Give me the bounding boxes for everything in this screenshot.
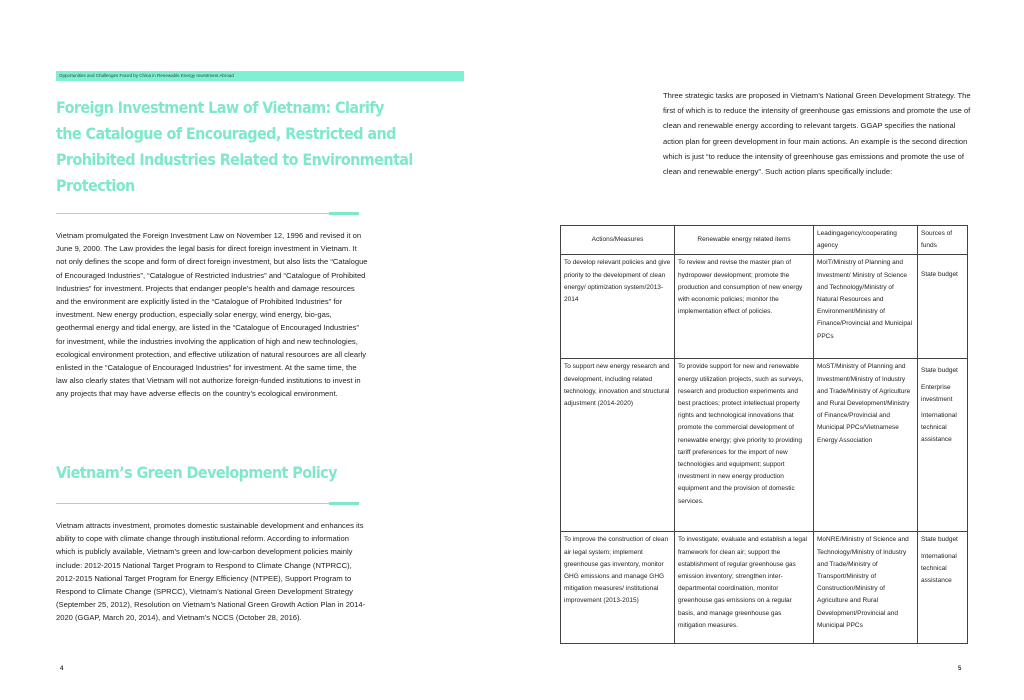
cell-action: To support new energy research and development, including related technology, innovation and structural adjustment (2014-2020) bbox=[561, 359, 675, 532]
fund-source: International technical assistance bbox=[921, 412, 957, 444]
column-header-funds: Sources of funds bbox=[918, 226, 968, 255]
cell-funds bbox=[918, 532, 968, 644]
action-plan-table bbox=[560, 225, 968, 644]
cell-action: To develop relevant policies and give priority to the development of clean energy/ optimization system/2013-2014 bbox=[561, 255, 675, 359]
cell-renewable-items: To investigate, evaluate and establish a legal framework for clean air; support the establishment of regular greenhouse gas emission inventory; strengthen inter-departmental coordination, monitor greenhouse gas emissions on a regular basis, and manage greenhouse gas mitigation measures. bbox=[675, 532, 814, 644]
running-title: Opportunities and Challenges Faced by China in Renewable Energy Investment Abroad bbox=[59, 73, 234, 78]
paragraph-green-development-policy: Vietnam attracts investment, promotes domestic sustainable development and enhances its ability to cope with climate change through institutional reform. According to information which is publicly available, Vietnam’s green and low-carbon development policies mainly include: 2012-2015 National Target Program to Respond to Climate Change (NTPRCC), 2012-2015 National Target Program for Energy Efficiency (NTPEE), Support Program to Respond to Climate Change (SPRCC), Vietnam’s National Green Development Strategy (September 25, 2012), Resolution on Vietnam’s National Green Growth Action Plan in 2014-2020 (GGAP, March 20, 2014), and Vietnam’s NCCS (October 28, 2016). bbox=[56, 521, 366, 623]
paragraph-foreign-investment-law: Vietnam promulgated the Foreign Investment Law on November 12, 1996 and revised it on June 9, 2000. The Law provides the legal basis for direct foreign investment in Vietnam. It not only defines the scope and form of direct foreign investment, but also lists the “Catalogue of Encouraged Industries”, “Catalogue of Restricted Industries” and “Catalogue of Prohibited Industries” for investment. Projects that endanger people’s health and damage resources and the environment are explicitly listed in the “Catalogue of Prohibited Industries” for investment. New energy production, especially solar energy, wind energy, bio-gas, geothermal energy and tidal energy, are listed in the “Catalogue of Encouraged Industries” for investment, while the industries involving the application of high and new technologies, ecological environment protection, and effective utilization of natural resources are all clearly enlisted in the “Catalogue of Encouraged Industries” for investment. At the same time, the law also clearly states that Vietnam will not authorize foreign-funded institutions to invest in any projects that may have adverse effects on the country’s ecological environment. bbox=[56, 231, 368, 399]
fund-source: Enterprise investment bbox=[921, 383, 953, 403]
heading-divider-accent bbox=[329, 502, 359, 505]
fund-source: State budget bbox=[921, 536, 958, 544]
fund-source: State budget bbox=[921, 271, 958, 279]
table-header-row bbox=[561, 226, 968, 255]
heading-line: Protection bbox=[56, 176, 135, 195]
column-header-renewable-items: Renewable energy related items bbox=[675, 226, 814, 255]
column-header-actions: Actions/Measures bbox=[561, 226, 675, 255]
page-number-left: 4 bbox=[60, 666, 64, 672]
cell-agency: MoST/Ministry of Planning and Investment/Ministry of Industry and Trade/Ministry of Agriculture and Rural Development/Ministry of Finance/Provincial and Municipal PPCs/Vietnamese Energy Association bbox=[814, 359, 918, 532]
section-heading-green-development-policy: Vietnam’s Green Development Policy bbox=[56, 463, 337, 482]
heading-divider-accent bbox=[329, 212, 359, 215]
cell-action: To improve the construction of clean air legal system; implement greenhouse gas inventory, monitor GHG emissions and manage GHG mitigation measures/ institutional improvement (2013-2015) bbox=[561, 532, 675, 644]
cell-funds bbox=[918, 359, 968, 532]
fund-source: International technical assistance bbox=[921, 552, 957, 585]
section-heading-foreign-investment-law bbox=[56, 95, 413, 199]
heading-divider-thin bbox=[56, 213, 331, 214]
heading-divider-thin bbox=[56, 503, 331, 504]
table-row bbox=[561, 359, 968, 532]
cell-agency: MoNRE/Ministry of Science and Technology/Ministry of Industry and Trade/Ministry of Transport/Ministry of Construction/Ministry of Agriculture and Rural Development/Provincial and Municipal PPCs bbox=[814, 532, 918, 644]
heading-line: Prohibited Industries Related to Environmental bbox=[56, 150, 413, 169]
paragraph-strategic-tasks: Three strategic tasks are proposed in Vietnam’s National Green Development Strategy. The first of which is to reduce the intensity of greenhouse gas emissions and promote the use of clean and renewable energy according to relevant targets. GGAP specifies the national action plan for green development in four main actions. An example is the second direction which is just “to reduce the intensity of greenhouse gas emissions and promote the use of clean and renewable energy”. Such action plans specifically include: bbox=[663, 91, 971, 177]
column-header-lead-agency: Leadingagency/cooperating agency bbox=[814, 226, 918, 255]
table-row bbox=[561, 255, 968, 359]
table-row bbox=[561, 532, 968, 644]
cell-renewable-items: To review and revise the master plan of hydropower development; promote the production and consumption of new energy with economic policies; monitor the implementation effect of policies. bbox=[675, 255, 814, 359]
cell-agency: MoIT/Ministry of Planning and Investment/ Ministry of Science and Technology/Ministry of Natural Resources and Environment/Ministry of Finance/Provincial and Municipal PPCs bbox=[814, 255, 918, 359]
page-number-right: 5 bbox=[958, 666, 962, 672]
cell-funds bbox=[918, 255, 968, 359]
heading-line: Foreign Investment Law of Vietnam: Clarify bbox=[56, 98, 384, 117]
running-header-bar bbox=[56, 71, 464, 81]
fund-source: State budget bbox=[921, 367, 958, 375]
cell-renewable-items: To provide support for new and renewable energy utilization projects, such as surveys, research and production experiments and best practices; protect intellectual property rights and technological innovations that promote the commercial development of renewable energy; give priority to providing tariff preferences for the import of new technologies and equipment; support investment in new energy production equipment and the provision of domestic services. bbox=[675, 359, 814, 532]
heading-line: the Catalogue of Encouraged, Restricted and bbox=[56, 124, 396, 143]
